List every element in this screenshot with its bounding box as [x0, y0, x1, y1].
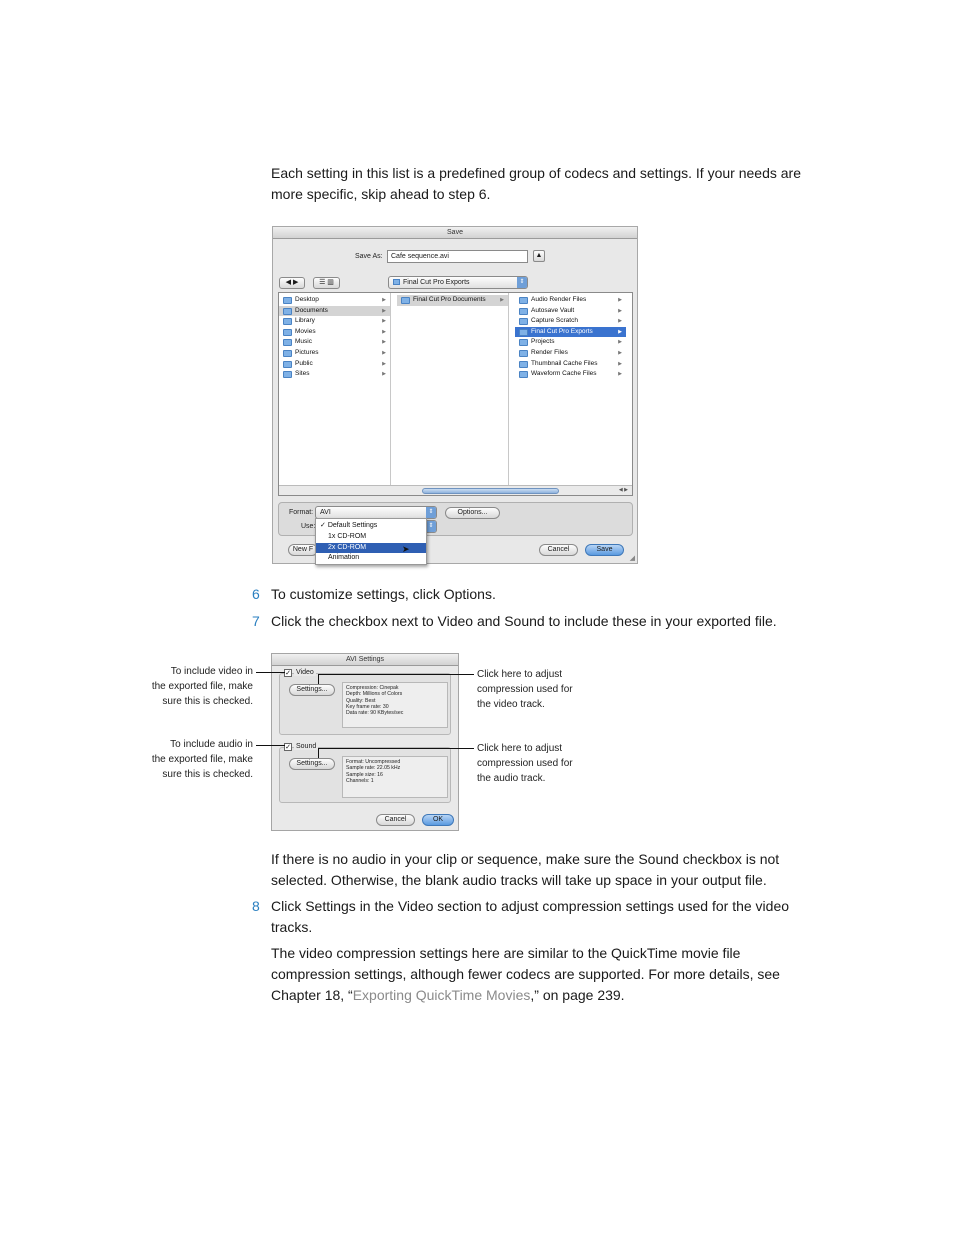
cursor-arrow-icon: ➤ [402, 543, 410, 554]
chevron-right-icon: ▶ [382, 339, 386, 346]
callout-line: To include video in [170, 666, 253, 677]
browser-row[interactable] [279, 369, 390, 380]
callout-line: compression used for [477, 684, 573, 695]
browser-row[interactable] [279, 306, 390, 317]
browser-row-label: Library [295, 317, 315, 325]
chevron-right-icon: ▶ [618, 360, 622, 367]
paragraph-text: The video compression settings here are similar to the QuickTime movie file compression settings, although fewer codecs are supported. For more details, see Chapter 18, “ [271, 945, 780, 1003]
folder-icon [519, 297, 528, 304]
folder-icon [283, 318, 292, 325]
browser-row[interactable] [515, 348, 626, 359]
back-forward-icon: ◀ ▶ [285, 279, 299, 286]
list-column-view-icon: ☰ ▥ [319, 279, 334, 286]
browser-row[interactable] [515, 316, 626, 327]
info-line: Compression: Cinepak [346, 685, 399, 691]
sound-settings-button[interactable]: Settings... [289, 758, 335, 770]
browser-row-label: Music [295, 338, 312, 346]
step-text: To customize settings, click Options. [271, 586, 496, 602]
browser-row-label: Final Cut Pro Documents [413, 296, 486, 303]
menu-item-animation[interactable]: Animation [328, 554, 360, 562]
info-line: Quality: Best [346, 697, 376, 704]
browser-row-label: Final Cut Pro Exports [531, 327, 593, 335]
chevron-right-icon: ▶ [500, 297, 504, 303]
cancel-button[interactable]: Cancel [539, 544, 578, 556]
browser-row[interactable] [515, 369, 626, 380]
browser-row[interactable] [279, 359, 390, 370]
resize-grip-icon[interactable]: ◢ [629, 555, 635, 562]
browser-row[interactable] [515, 306, 626, 317]
chevron-updown-icon: ⇕ [426, 507, 436, 518]
callout-audio-settings [477, 741, 607, 786]
info-line: Sample rate: 22.05 kHz [346, 765, 401, 772]
horizontal-scrollbar[interactable] [279, 485, 632, 495]
step-text: Click the checkbox next to Video and Sound to include these in your exported file. [271, 613, 777, 629]
browser-row-label: Waveform Cache Files [531, 370, 597, 378]
step-number: 7 [252, 613, 260, 629]
file-browser [278, 292, 633, 496]
browser-row[interactable] [515, 337, 626, 348]
folder-icon [283, 339, 292, 346]
leader-line [318, 748, 474, 749]
browser-row-label: Autosave Vault [531, 306, 575, 314]
browser-row[interactable] [279, 348, 390, 359]
info-line: Channels: 1 [346, 777, 374, 784]
callout-line: sure this is checked. [162, 769, 253, 780]
sound-info-box [342, 756, 448, 798]
browser-row-label: Thumbnail Cache Files [531, 359, 598, 367]
folder-icon [519, 339, 528, 346]
folder-icon [283, 297, 292, 304]
intro-paragraph: Each setting in this list is a predefined group of codecs and settings. If your needs are more specific, skip ahead to step 6. [271, 165, 801, 202]
chevron-right-icon: ▶ [382, 307, 386, 314]
save-as-label: Save As: [355, 253, 383, 260]
save-button[interactable]: Save [585, 544, 624, 556]
browser-row[interactable] [397, 295, 508, 306]
browser-row-label: Render Files [531, 348, 568, 356]
ok-button[interactable]: OK [422, 814, 454, 826]
browser-row[interactable] [515, 359, 626, 370]
browser-column-2 [397, 293, 509, 485]
info-line: Depth: Millions of Colors [346, 691, 403, 698]
browser-row-label: Projects [531, 338, 555, 346]
chevron-right-icon: ▶ [618, 339, 622, 346]
options-button[interactable]: Options... [445, 507, 500, 519]
use-label: Use: [301, 523, 316, 530]
folder-icon [283, 308, 292, 315]
leader-line [256, 672, 285, 673]
step-number: 8 [252, 898, 260, 914]
video-label: Video [296, 669, 314, 676]
location-popup[interactable] [388, 276, 528, 289]
format-value: AVI [320, 509, 331, 516]
browser-row[interactable] [279, 316, 390, 327]
view-toggle[interactable] [313, 277, 340, 289]
paragraph-text: ,” on page 239. [530, 987, 625, 1003]
folder-icon [519, 371, 528, 378]
browser-row[interactable] [279, 295, 390, 306]
callout-line: compression used for [477, 758, 573, 769]
format-label: Format: [289, 509, 314, 516]
chevron-right-icon: ▶ [618, 307, 622, 314]
callout-line: sure this is checked. [162, 696, 253, 707]
leader-line [318, 748, 319, 758]
callout-line: To include audio in [170, 739, 253, 750]
callout-video-settings [477, 667, 607, 712]
menu-item-label: Default Settings [327, 522, 378, 529]
video-checkbox[interactable]: ✓ [285, 670, 291, 677]
folder-icon [393, 279, 400, 285]
use-dropdown-menu [315, 518, 427, 565]
video-info-box [342, 682, 448, 728]
location-label: Final Cut Pro Exports [403, 279, 470, 286]
callout-line: Click here to adjust [477, 669, 563, 680]
callout-line: the exported file, make [151, 681, 253, 692]
chapter-link[interactable]: Exporting QuickTime Movies [352, 987, 531, 1003]
new-folder-button[interactable]: New F [288, 544, 318, 556]
video-settings-button[interactable]: Settings... [289, 684, 335, 696]
folder-icon [401, 297, 410, 304]
info-line: Sample size: 16 [346, 771, 383, 778]
sound-checkbox[interactable]: ✓ [285, 744, 291, 751]
browser-row-label: Pictures [295, 348, 319, 356]
browser-row[interactable] [515, 327, 626, 338]
chevron-updown-icon: ⇕ [426, 521, 436, 532]
browser-row-label: Movies [295, 327, 316, 335]
menu-item-label: 2x CD-ROM [328, 543, 367, 551]
chevron-right-icon: ▶ [618, 318, 622, 325]
sound-label: Sound [296, 743, 317, 750]
expand-button[interactable] [533, 250, 545, 262]
leader-line [318, 674, 474, 675]
menu-item-2x[interactable] [316, 543, 426, 554]
save-as-field[interactable]: Cafe sequence.avi [387, 250, 528, 263]
save-dialog-title: Save [273, 227, 637, 239]
folder-icon [519, 329, 528, 336]
chevron-right-icon: ▶ [618, 371, 622, 378]
step-text: Click Settings in the Video section to adjust compression settings used for the video tracks. [271, 898, 790, 935]
folder-icon [283, 329, 292, 336]
browser-row-label: Capture Scratch [531, 317, 578, 325]
folder-icon [519, 361, 528, 368]
folder-icon [283, 350, 292, 357]
folder-icon [519, 350, 528, 357]
avi-dialog-title: AVI Settings [272, 654, 458, 666]
menu-item-default[interactable] [316, 521, 426, 532]
scrollbar-thumb[interactable] [422, 488, 559, 494]
leader-line [256, 745, 285, 746]
folder-icon [283, 371, 292, 378]
chevron-right-icon: ▶ [382, 371, 386, 378]
callout-audio-include [120, 737, 253, 782]
callout-line: the video track. [477, 699, 545, 710]
back-forward-buttons[interactable] [279, 277, 305, 289]
save-dialog [272, 226, 638, 564]
audio-paragraph: If there is no audio in your clip or sequence, make sure the Sound checkbox is not selected. Otherwise, the blank audio tracks will take up space in your output file. [271, 851, 780, 888]
browser-row-label: Documents [295, 306, 328, 314]
chevron-right-icon: ▶ [618, 328, 622, 335]
callout-line: the exported file, make [151, 754, 253, 765]
browser-row-label: Sites [295, 370, 310, 378]
cancel-button[interactable]: Cancel [376, 814, 415, 826]
chevron-right-icon: ▶ [382, 318, 386, 325]
chevron-right-icon: ▶ [382, 349, 386, 356]
menu-item-1x[interactable]: 1x CD-ROM [328, 532, 367, 540]
browser-row[interactable] [515, 295, 626, 306]
folder-icon [519, 318, 528, 325]
step-number: 6 [252, 586, 260, 602]
browser-row-label: Audio Render Files [531, 296, 587, 303]
browser-row-label: Desktop [295, 296, 319, 303]
callout-line: the audio track. [477, 773, 546, 784]
compression-paragraph [271, 943, 816, 1006]
browser-column-1 [279, 293, 391, 485]
browser-row-label: Public [295, 359, 313, 367]
chevron-right-icon: ▶ [618, 297, 622, 303]
browser-row[interactable] [279, 337, 390, 348]
info-line: Data rate: 90 KBytes/sec [346, 710, 404, 717]
avi-settings-dialog [271, 653, 459, 831]
leader-line [318, 674, 319, 684]
callout-line: Click here to adjust [477, 743, 563, 754]
chevron-right-icon: ▶ [382, 297, 386, 303]
browser-column-3 [515, 293, 626, 485]
browser-row[interactable] [279, 327, 390, 338]
chevron-right-icon: ▶ [382, 360, 386, 367]
chevron-updown-icon: ⇕ [517, 277, 527, 288]
chevron-right-icon: ▶ [618, 349, 622, 356]
checkmark-icon: ✓ [320, 522, 326, 529]
info-line: Key frame rate: 30 [346, 703, 389, 710]
triangle-up-icon: ▲ [535, 252, 543, 259]
folder-icon [283, 361, 292, 368]
info-line: Format: Uncompressed [346, 759, 401, 765]
callout-video-include [120, 664, 253, 709]
chevron-right-icon: ▶ [382, 328, 386, 335]
folder-icon [519, 308, 528, 315]
scroll-arrows-icon[interactable]: ◀ ▶ [618, 487, 628, 493]
